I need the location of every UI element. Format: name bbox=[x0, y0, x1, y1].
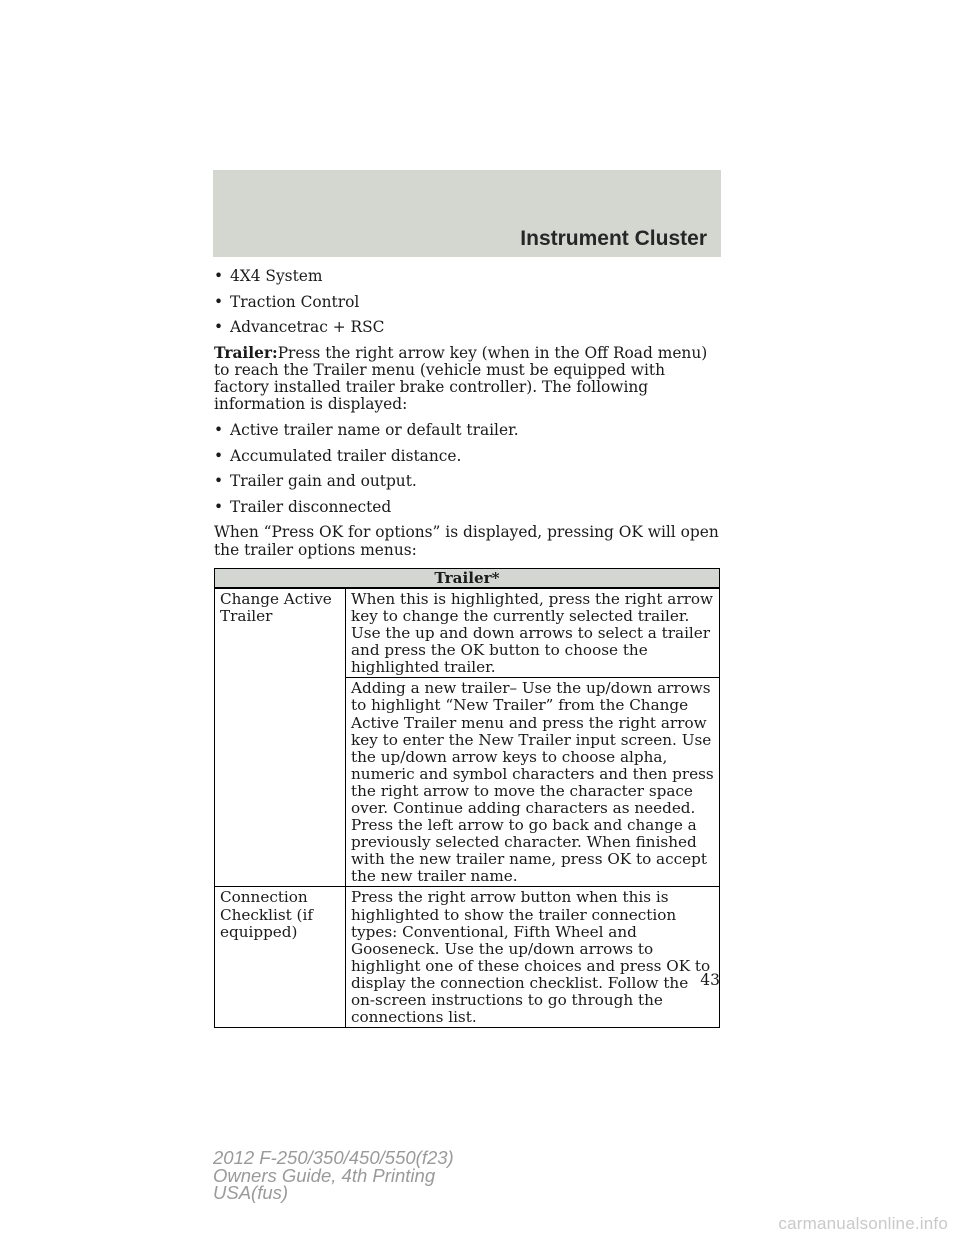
bullet-item bbox=[214, 422, 722, 439]
table-title: Trailer* bbox=[215, 568, 720, 588]
table-row bbox=[215, 588, 720, 678]
bullet-item bbox=[214, 319, 722, 336]
bullet-item bbox=[214, 294, 722, 311]
trailer-options-table bbox=[214, 568, 720, 1028]
page-number: 43 bbox=[700, 971, 720, 989]
row-description: Adding a new trailer– Use the up/down arrows to highlight “New Trailer” from the Change Active Trailer menu and press the right arrow key to enter the New Trailer input screen. Use the up/down arrow keys to choose alpha, numeric and symbol characters and then press the right arrow to move the character space over. Continue adding characters as needed. Press the left arrow to go back and change a previously selected character. When finished with the new trailer name, press OK to accept the new trailer name. bbox=[346, 678, 720, 887]
bullet-icon: • bbox=[214, 292, 224, 311]
bullet-text: Active trailer name or default trailer. bbox=[230, 420, 519, 439]
bullet-item bbox=[214, 473, 722, 490]
trailer-description: Press the right arrow key (when in the Off Road menu) to reach the Trailer menu (vehicle must be equipped with factory installed trailer brake controller). The following information is displayed: bbox=[214, 343, 708, 414]
section-title: Instrument Cluster bbox=[520, 227, 707, 250]
footer-model: 2012 F-250/350/450/550 bbox=[213, 1147, 416, 1168]
bullet-text: Advancetrac + RSC bbox=[230, 318, 385, 337]
bullet-icon: • bbox=[214, 472, 224, 491]
footer-line-model bbox=[213, 1149, 454, 1167]
bullet-item bbox=[214, 448, 722, 465]
bullet-icon: • bbox=[214, 420, 224, 439]
trailer-label: Trailer: bbox=[214, 343, 278, 362]
bullet-icon: • bbox=[214, 267, 224, 285]
footer-region-code: (fus) bbox=[251, 1182, 289, 1203]
footer-line-guide: Owners Guide, 4th Printing bbox=[213, 1164, 436, 1186]
row-label-connection-checklist: Connection Checklist (if equipped) bbox=[215, 887, 346, 1028]
table-row bbox=[215, 887, 720, 1028]
bullet-item bbox=[214, 268, 722, 285]
row-description: Press the right arrow button when this is highlighted to show the trailer connection types: Conventional, Fifth Wheel and Gooseneck. Use the up/down arrows to highlight one of these choices and press OK to display the connection checklist. Follow the on-screen instructions to go through the connections list. bbox=[346, 887, 720, 1028]
row-label-change-active-trailer: Change Active Trailer bbox=[215, 588, 346, 887]
bullet-icon: • bbox=[214, 497, 224, 516]
bullet-text: Accumulated trailer distance. bbox=[230, 446, 462, 465]
page-content bbox=[214, 268, 722, 1028]
trailer-paragraph bbox=[214, 345, 722, 414]
footer-line-region bbox=[213, 1184, 454, 1202]
bullet-text: Trailer disconnected bbox=[230, 497, 392, 516]
footer-model-code: (f23) bbox=[415, 1147, 454, 1168]
bullet-text: 4X4 System bbox=[230, 267, 323, 285]
document-footer bbox=[213, 1149, 454, 1202]
options-paragraph: When “Press OK for options” is displayed, pressing OK will open the trailer options menus: bbox=[214, 523, 719, 559]
bullet-icon: • bbox=[214, 446, 224, 465]
bullet-item bbox=[214, 499, 722, 516]
bullet-icon: • bbox=[214, 318, 224, 337]
table-header-row bbox=[215, 568, 720, 588]
bullet-text: Traction Control bbox=[230, 292, 360, 311]
footer-region: USA bbox=[213, 1182, 252, 1203]
row-description: When this is highlighted, press the right arrow key to change the currently selected trailer. Use the up and down arrows to select a trailer and press the OK button to choose the highlighted trailer. bbox=[346, 588, 720, 678]
bullet-text: Trailer gain and output. bbox=[230, 472, 417, 491]
section-header-band bbox=[213, 170, 721, 257]
watermark-text: carmanualsonline.info bbox=[778, 1214, 948, 1233]
